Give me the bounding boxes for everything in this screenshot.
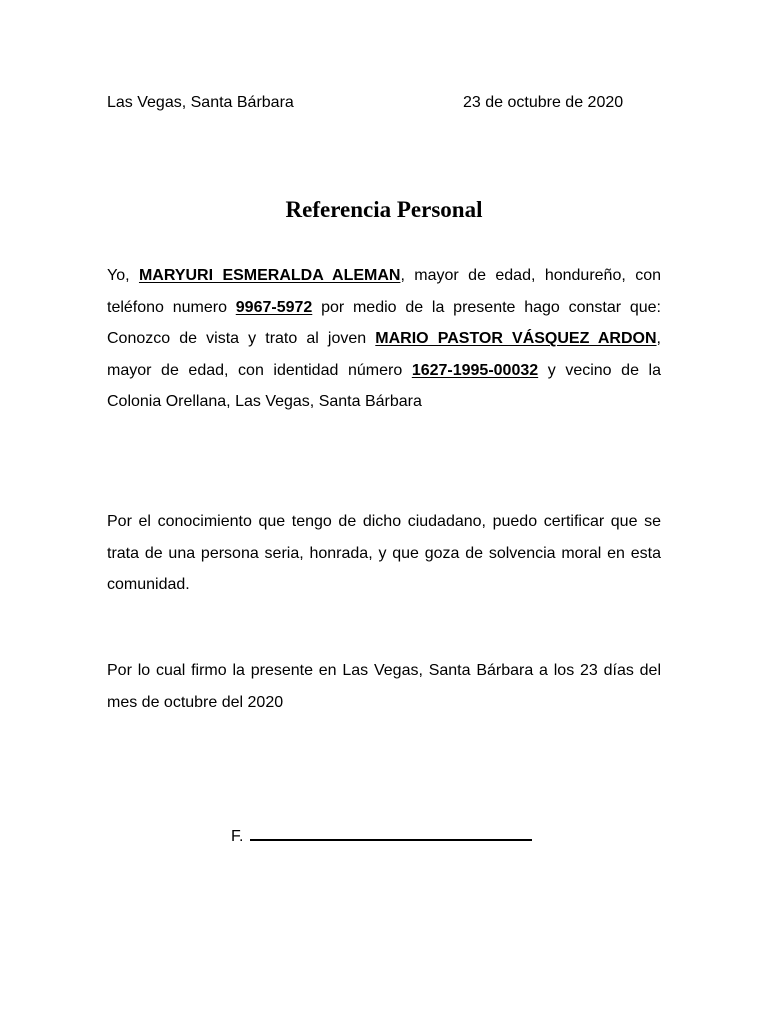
- subject-id-number: 1627-1995-00032: [411, 361, 539, 379]
- header-date: 23 de octubre de 2020: [463, 94, 624, 111]
- signature-label: F.: [231, 828, 244, 845]
- intro-text-2: , mayor de edad, hondureño, con teléfono numero: [107, 267, 662, 316]
- referee-name: MARYURI ESMERALDA ALEMAN: [138, 267, 401, 284]
- signature-line: [250, 824, 532, 841]
- signature-block: [231, 824, 532, 848]
- subject-name: MARIO PASTOR VÁSQUEZ ARDON: [375, 330, 657, 347]
- paragraph-introduction: [107, 260, 661, 418]
- intro-text-1: Yo,: [107, 267, 139, 284]
- paragraph-certification: Por el conocimiento que tengo de dicho ciudadano, puedo certificar que se trata de una persona seria, honrada, y que goza de solvencia moral en esta comunidad.: [107, 513, 661, 593]
- intro-text-4: , mayor de edad, con identidad número: [107, 330, 661, 379]
- document-header: [107, 92, 661, 114]
- intro-text-5: y vecino de la Colonia Orellana, Las Vegas, Santa Bárbara: [107, 361, 662, 410]
- header-place: Las Vegas, Santa Bárbara: [107, 94, 294, 111]
- document-title: Referencia Personal: [285, 197, 483, 222]
- intro-text-3: por medio de la presente hago constar que: Conozco de vista y trato al joven: [107, 298, 662, 347]
- paragraph-closing: Por lo cual firmo la presente en Las Vegas, Santa Bárbara a los 23 días del mes de octubre del 2020: [107, 662, 661, 711]
- referee-phone: 9967-5972: [235, 298, 313, 316]
